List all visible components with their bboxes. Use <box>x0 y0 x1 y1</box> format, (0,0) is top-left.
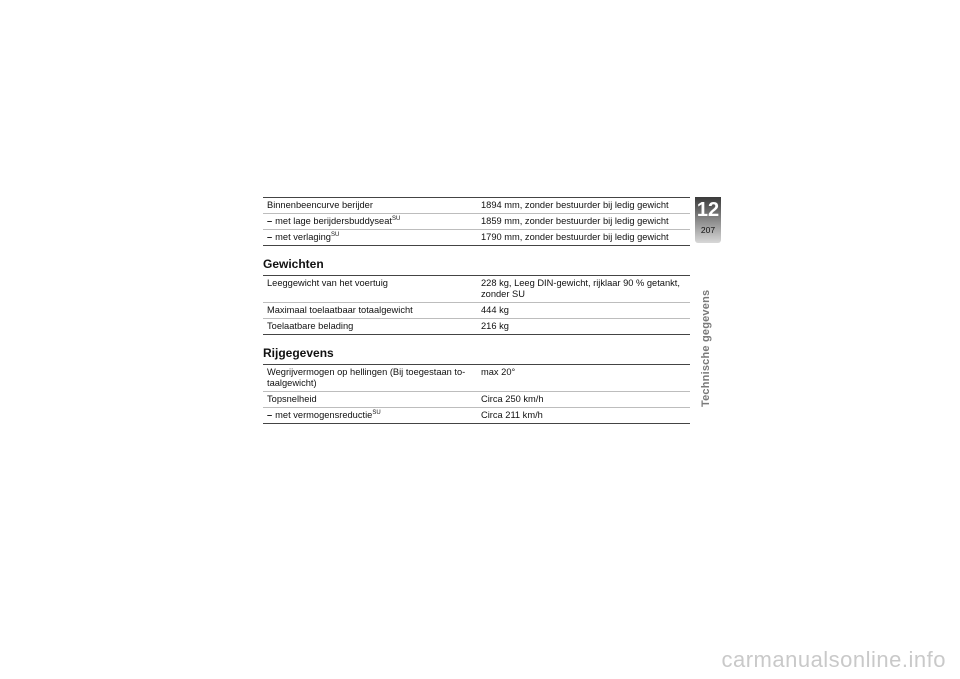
spec-label <box>263 408 477 424</box>
spec-label-text: Topsnelheid <box>267 394 317 404</box>
spec-value: max 20° <box>477 365 690 392</box>
chapter-tab <box>695 197 721 243</box>
table-weights <box>263 275 690 335</box>
table-row <box>263 198 690 214</box>
special-equipment-marker: SU <box>391 216 401 222</box>
table-row <box>263 230 690 246</box>
spec-label <box>263 214 477 230</box>
dash-marker: – <box>267 232 273 242</box>
spec-value: 216 kg <box>477 319 690 335</box>
table-dimensions <box>263 197 690 246</box>
spec-value: Circa 250 km/h <box>477 392 690 408</box>
table-row <box>263 365 690 392</box>
dash-marker: – <box>267 410 273 420</box>
spec-label-text: met verlaging <box>275 232 331 242</box>
heading-performance: Rijgegevens <box>263 346 334 360</box>
table-row <box>263 214 690 230</box>
spec-label-text: met vermogensreductie <box>275 410 373 420</box>
spec-label <box>263 276 477 303</box>
table-row <box>263 276 690 303</box>
heading-weights: Gewichten <box>263 257 324 271</box>
dash-marker: – <box>267 216 273 226</box>
watermark: carmanualsonline.info <box>721 647 946 672</box>
spec-value: 1790 mm, zonder bestuurder bij ledig gewicht <box>477 230 690 246</box>
spec-label-text: Maximaal toelaatbaar totaalgewicht <box>267 305 413 315</box>
spec-label <box>263 365 477 392</box>
spec-label-text: Toelaatbare belading <box>267 321 354 331</box>
spec-label <box>263 230 477 246</box>
section-title-vertical: Technische gegevens <box>700 289 712 407</box>
spec-label <box>263 392 477 408</box>
spec-label-text: Leeggewicht van het voertuig <box>267 278 388 288</box>
table-row <box>263 319 690 335</box>
spec-value: Circa 211 km/h <box>477 408 690 424</box>
spec-label-text: Wegrijvermogen op hellingen (Bij toegestaan to-taalgewicht) <box>267 367 466 388</box>
spec-label <box>263 303 477 319</box>
special-equipment-marker: SU <box>330 232 340 238</box>
spec-label <box>263 319 477 335</box>
special-equipment-marker: SU <box>372 410 381 416</box>
page-content <box>263 197 690 424</box>
spec-label-text: Binnenbeencurve berijder <box>267 200 373 210</box>
table-performance <box>263 364 690 424</box>
spec-value: 1894 mm, zonder bestuurder bij ledig gewicht <box>477 198 690 214</box>
spec-value: 1859 mm, zonder bestuurder bij ledig gewicht <box>477 214 690 230</box>
table-row <box>263 392 690 408</box>
chapter-number: 12 <box>696 199 720 221</box>
spec-value: 444 kg <box>477 303 690 319</box>
table-row <box>263 303 690 319</box>
spec-value: 228 kg, Leeg DIN-gewicht, rijklaar 90 % getankt, zonder SU <box>477 276 690 303</box>
table-row <box>263 408 690 424</box>
spec-label <box>263 198 477 214</box>
spec-label-text: met lage berijdersbuddyseat <box>275 216 392 226</box>
page-number: 207 <box>700 225 716 235</box>
